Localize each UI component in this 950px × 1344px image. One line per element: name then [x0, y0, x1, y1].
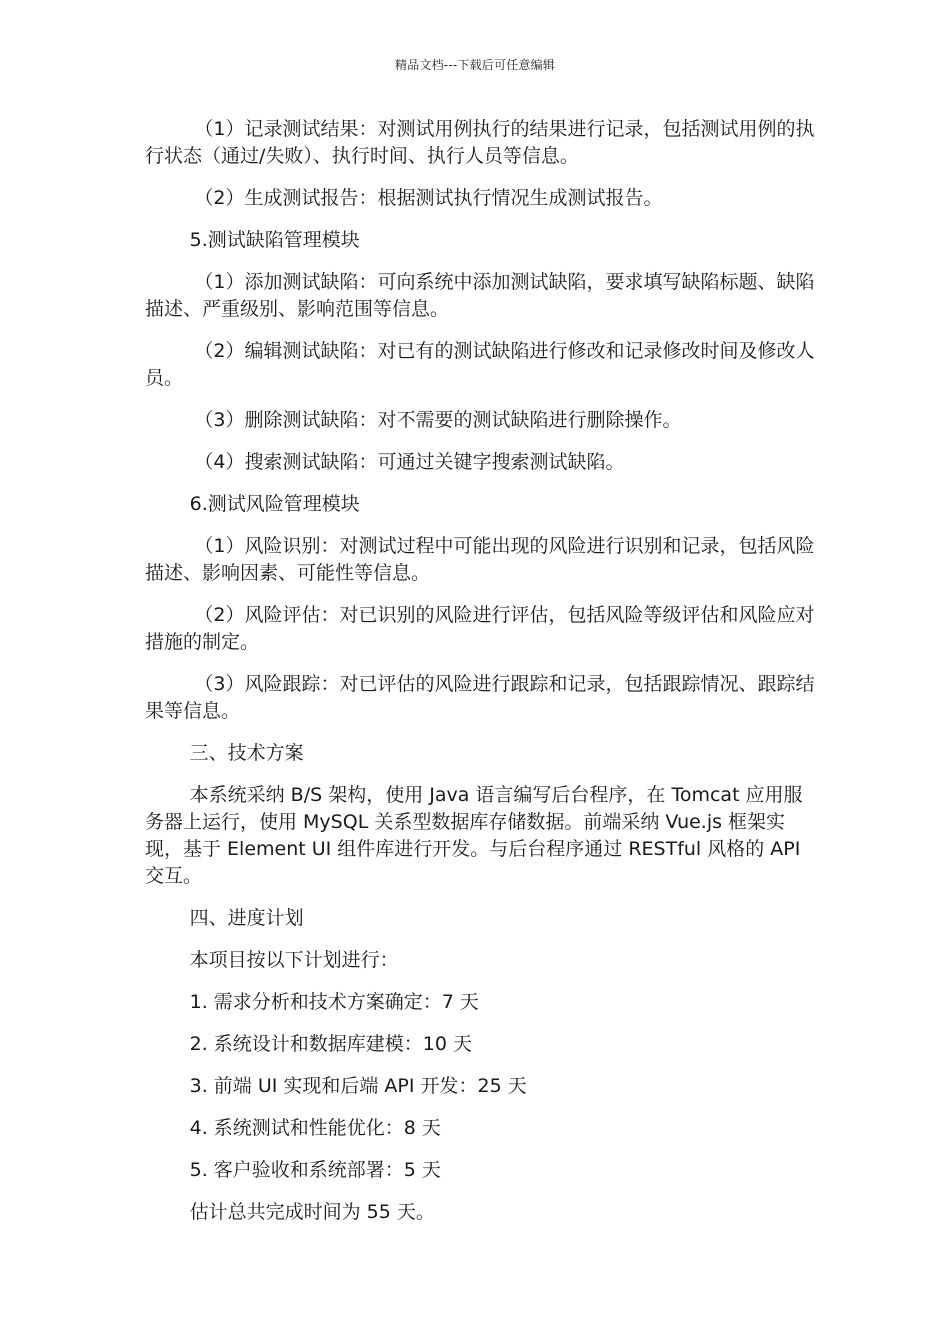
schedule-item-1: 1. 需求分析和技术方案确定：7 天: [189, 991, 479, 1013]
paragraph-generate-report: （2）生成测试报告：根据测试执行情况生成测试报告。: [194, 187, 663, 209]
paragraph-edit-defect: （2）编辑测试缺陷：对已有的测试缺陷进行修改和记录修改时间及修改人员。: [145, 340, 815, 389]
paragraph-search-defect: （4）搜索测试缺陷：可通过关键字搜索测试缺陷。: [194, 451, 625, 473]
paragraph-record-results: （1）记录测试结果：对测试用例执行的结果进行记录，包括测试用例的执行状态（通过/失败）、执行时间、执行人员等信息。: [145, 118, 815, 167]
paragraph-technical-solution: 本系统采纳 B/S 架构，使用 Java 语言编写后台程序，在 Tomcat 应用服务器上运行，使用 MySQL 关系型数据库存储数据。前端采纳 Vue.js 框架实现，基于 Element UI 组件库进行开发。与后台程序通过 RESTful 风格的 API 交互。: [145, 784, 803, 887]
paragraph-delete-defect: （3）删除测试缺陷：对不需要的测试缺陷进行删除操作。: [194, 409, 682, 431]
paragraph-total-time: 估计总共完成时间为 55 天。: [189, 1201, 435, 1223]
paragraph-schedule-intro: 本项目按以下计划进行：: [189, 949, 399, 971]
schedule-item-4: 4. 系统测试和性能优化：8 天: [189, 1117, 441, 1139]
paragraph-add-defect: （1）添加测试缺陷：可向系统中添加测试缺陷，要求填写缺陷标题、缺陷描述、严重级别、影响范围等信息。: [145, 271, 815, 320]
paragraph-risk-tracking: （3）风险跟踪：对已评估的风险进行跟踪和记录，包括跟踪情况、跟踪结果等信息。: [145, 673, 815, 722]
section-heading-defect-management: 5.测试缺陷管理模块: [189, 229, 360, 251]
paragraph-risk-assessment: （2）风险评估：对已识别的风险进行评估，包括风险等级评估和风险应对措施的制定。: [145, 604, 815, 653]
section-heading-risk-management: 6.测试风险管理模块: [189, 493, 360, 515]
page-header: 精品文档---下载后可任意编辑: [395, 58, 555, 72]
section-heading-schedule: 四、进度计划: [189, 907, 304, 929]
document-body: [145, 116, 815, 1241]
schedule-item-2: 2. 系统设计和数据库建模：10 天: [189, 1033, 473, 1055]
section-heading-technical-solution: 三、技术方案: [189, 742, 304, 764]
paragraph-risk-identification: （1）风险识别：对测试过程中可能出现的风险进行识别和记录，包括风险描述、影响因素、可能性等信息。: [145, 535, 815, 584]
schedule-item-5: 5. 客户验收和系统部署：5 天: [189, 1159, 441, 1181]
schedule-item-3: 3. 前端 UI 实现和后端 API 开发：25 天: [189, 1075, 527, 1097]
